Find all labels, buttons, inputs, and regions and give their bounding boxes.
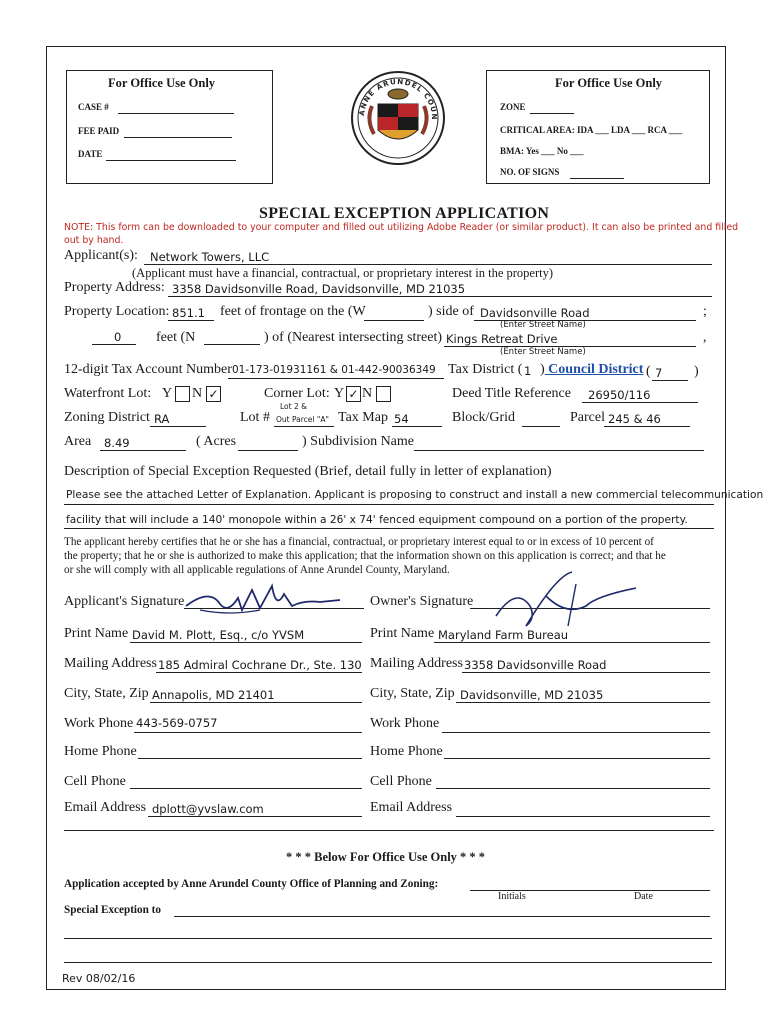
- signs-label: NO. OF SIGNS: [500, 167, 560, 177]
- property-address-line: [168, 296, 712, 297]
- form-note-line1: NOTE: This form can be downloaded to your computer and filled out utilizing Adobe Reader (or similar product). It can also be printed and filled: [64, 222, 739, 233]
- acres-label: ( Acres: [196, 434, 237, 449]
- block-grid-line[interactable]: [522, 426, 560, 427]
- applicant-signature-label: Applicant's Signature: [64, 594, 185, 609]
- date-bottom-label: Date: [634, 891, 653, 902]
- corner-n-label: N: [362, 386, 373, 401]
- enter-street-hint-1: (Enter Street Name): [500, 320, 586, 330]
- tax-map-value[interactable]: 54: [394, 412, 409, 426]
- council-close: ): [694, 364, 699, 379]
- frontage-value[interactable]: 851.1: [172, 306, 205, 320]
- council-district-value[interactable]: 7: [655, 366, 663, 380]
- date-label: DATE: [78, 149, 103, 159]
- critical-area-label: CRITICAL AREA: IDA ___ LDA ___ RCA ___: [500, 125, 683, 135]
- deed-reference-line: [582, 402, 698, 403]
- applicant-work-phone-label: Work Phone: [64, 716, 134, 731]
- applicant-city-label: City, State, Zip: [64, 686, 149, 701]
- parcel-label: Parcel: [570, 410, 605, 425]
- county-seal-icon: [348, 64, 448, 164]
- property-address-label: Property Address:: [64, 280, 165, 295]
- frontage-line: [168, 320, 214, 321]
- bma-label: BMA: Yes ___ No ___: [500, 146, 584, 156]
- waterfront-no-checkbox[interactable]: ✓: [206, 386, 221, 402]
- zone-field[interactable]: [530, 113, 574, 114]
- applicant-mailing-label: Mailing Address: [64, 656, 157, 671]
- owner-cell-phone-label: Cell Phone: [370, 774, 432, 789]
- fee-paid-field[interactable]: [124, 137, 232, 138]
- description-rule1: [64, 504, 714, 505]
- direction-line-2: [204, 344, 260, 345]
- frontage-text: feet of frontage on the (W: [220, 304, 366, 319]
- revision-label: Rev 08/02/16: [62, 972, 136, 985]
- applicant-city-line: [150, 702, 362, 703]
- owner-signature-scribble: [476, 566, 646, 636]
- owner-mailing-label: Mailing Address: [370, 656, 463, 671]
- tax-map-line: [392, 426, 442, 427]
- certify-line2: the property; that he or she is authorized to make this application; that the information shown on this application is correct; and that he: [64, 550, 666, 562]
- owner-print-name-line: [434, 642, 710, 643]
- certify-line3: or she will comply with all applicable regulations of Anne Arundel County, Maryland.: [64, 564, 450, 576]
- intersecting-value[interactable]: Kings Retreat Drive: [446, 332, 558, 346]
- applicant-print-name-value[interactable]: David M. Plott, Esq., c/o YVSM: [132, 628, 305, 642]
- council-paren: (: [646, 364, 651, 379]
- date-field[interactable]: [106, 160, 236, 161]
- parcel-line: [604, 426, 690, 427]
- corner-y-label: Y: [334, 386, 345, 401]
- office-use-left-title: For Office Use Only: [108, 76, 216, 90]
- signs-field[interactable]: [570, 178, 624, 179]
- description-label: Description of Special Exception Requested (Brief, detail fully in letter of explanation): [64, 464, 552, 479]
- owner-print-name-label: Print Name: [370, 626, 435, 641]
- blank-line-2[interactable]: [64, 962, 712, 963]
- corner-yes-checkbox[interactable]: ✓: [346, 386, 361, 402]
- council-district-label: ) Council District: [540, 362, 644, 377]
- waterfront-n-label: N: [192, 386, 203, 401]
- applicant-home-phone-line[interactable]: [138, 758, 362, 759]
- feet-line: [92, 344, 136, 345]
- property-address-value[interactable]: 3358 Davidsonville Road, Davidsonville, MD 21035: [172, 282, 466, 296]
- owner-mailing-value[interactable]: 3358 Davidsonville Road: [464, 658, 607, 672]
- waterfront-yes-checkbox[interactable]: [175, 386, 190, 402]
- side-street-value[interactable]: Davidsonville Road: [480, 306, 590, 320]
- lot-label: Lot #: [240, 410, 270, 425]
- applicant-email-label: Email Address: [64, 800, 147, 815]
- form-title: SPECIAL EXCEPTION APPLICATION: [259, 205, 550, 222]
- accepted-label: Application accepted by Anne Arundel County Office of Planning and Zoning:: [64, 878, 439, 890]
- applicant-note: (Applicant must have a financial, contractual, or proprietary interest in the property): [132, 266, 554, 280]
- owner-city-line: [456, 702, 710, 703]
- tax-account-value[interactable]: 01-173-01931161 & 01-442-90036349: [232, 364, 436, 376]
- seal-text: ANNE ARUNDEL COUN: [357, 77, 439, 121]
- applicant-work-phone-value[interactable]: 443-569-0757: [136, 716, 218, 730]
- subdivision-line[interactable]: [414, 450, 704, 451]
- owner-signature-label: Owner's Signature: [370, 594, 474, 609]
- blank-line-1[interactable]: [64, 938, 712, 939]
- deed-reference-value[interactable]: 26950/116: [588, 388, 651, 402]
- zone-label: ZONE: [500, 102, 526, 112]
- owner-home-phone-label: Home Phone: [370, 744, 443, 759]
- comma: ,: [703, 330, 707, 345]
- lot-small-note: Lot 2 &: [280, 402, 307, 411]
- area-unit-line: [238, 450, 298, 451]
- applicants-value[interactable]: Network Towers, LLC: [150, 250, 270, 264]
- fee-paid-label: FEE PAID: [78, 126, 120, 136]
- office-use-right-title: For Office Use Only: [555, 76, 663, 90]
- applicants-line: [144, 264, 712, 265]
- block-grid-label: Block/Grid: [452, 410, 515, 425]
- area-label: Area: [64, 434, 92, 449]
- parcel-value[interactable]: 245 & 46: [608, 412, 661, 426]
- tax-account-line: [228, 378, 444, 379]
- council-line: [652, 380, 688, 381]
- waterfront-label: Waterfront Lot:: [64, 386, 152, 401]
- applicants-label: Applicant(s):: [64, 248, 138, 263]
- zoning-line: [150, 426, 206, 427]
- initials-label: Initials: [498, 891, 526, 902]
- owner-work-phone-label: Work Phone: [370, 716, 440, 731]
- office-divider: [64, 830, 714, 831]
- owner-mailing-line: [462, 672, 710, 673]
- description-rule2: [64, 528, 714, 529]
- applicant-email-line: [148, 816, 362, 817]
- applicant-home-phone-label: Home Phone: [64, 744, 137, 759]
- owner-cell-phone-line[interactable]: [436, 788, 710, 789]
- description-line2[interactable]: facility that will include a 140' monopole within a 26' x 74' fenced equipment compound on a portion of the property.: [66, 514, 688, 526]
- direction-line-1: [364, 320, 424, 321]
- enter-street-hint-2: (Enter Street Name): [500, 347, 586, 357]
- applicant-work-phone-line: [134, 732, 362, 733]
- applicant-cell-phone-line[interactable]: [130, 788, 362, 789]
- tax-map-label: Tax Map: [338, 410, 388, 425]
- applicant-mailing-value[interactable]: 185 Admiral Cochrane Dr., Ste. 130: [158, 658, 362, 672]
- property-location-label: Property Location:: [64, 304, 170, 319]
- applicant-mailing-line: [156, 672, 362, 673]
- lot-line: [274, 426, 334, 427]
- semicolon: ;: [703, 304, 707, 319]
- intersecting-label: ) of (Nearest intersecting street): [264, 330, 443, 345]
- corner-no-checkbox[interactable]: [376, 386, 391, 402]
- owner-work-phone-line[interactable]: [442, 732, 710, 733]
- certify-line1: The applicant hereby certifies that he or she has a financial, contractual, or proprietary interest equal to or in excess of 10 percent of: [64, 536, 654, 548]
- description-line1[interactable]: Please see the attached Letter of Explanation. Applicant is proposing to construct and install a new commercial telecommunication: [66, 489, 764, 501]
- area-line: [100, 450, 186, 451]
- zoning-district-value[interactable]: RA: [154, 412, 170, 426]
- applicant-email-value[interactable]: dplott@yvslaw.com: [152, 802, 264, 816]
- applicant-print-name-label: Print Name: [64, 626, 129, 641]
- case-label: CASE #: [78, 102, 109, 112]
- special-exception-to-label: Special Exception to: [64, 904, 161, 916]
- zoning-district-label: Zoning District: [64, 410, 150, 425]
- below-office-use-header: * * * Below For Office Use Only * * *: [286, 850, 486, 864]
- owner-city-value[interactable]: Davidsonville, MD 21035: [460, 688, 604, 702]
- tax-account-label: 12-digit Tax Account Number: [64, 362, 232, 377]
- deed-reference-label: Deed Title Reference: [452, 386, 571, 401]
- corner-lot-label: Corner Lot:: [264, 386, 330, 401]
- owner-print-name-value[interactable]: Maryland Farm Bureau: [438, 628, 569, 642]
- owner-email-label: Email Address: [370, 800, 453, 815]
- applicant-city-value[interactable]: Annapolis, MD 21401: [152, 688, 275, 702]
- case-field[interactable]: [118, 113, 234, 114]
- waterfront-y-label: Y: [162, 386, 173, 401]
- special-exception-to-line[interactable]: [174, 916, 710, 917]
- applicant-cell-phone-label: Cell Phone: [64, 774, 126, 789]
- form-note-line2: out by hand.: [64, 235, 124, 246]
- subdivision-label: ) Subdivision Name: [302, 434, 414, 449]
- area-value[interactable]: 8.49: [104, 436, 130, 450]
- lot-value[interactable]: Out Parcel "A": [276, 415, 329, 424]
- side-of-label: ) side of: [428, 304, 474, 319]
- owner-email-line[interactable]: [456, 816, 710, 817]
- owner-city-label: City, State, Zip: [370, 686, 455, 701]
- applicant-print-name-line: [130, 642, 362, 643]
- applicant-signature-scribble: [180, 580, 350, 620]
- tax-district-label: Tax District (: [448, 362, 523, 377]
- tax-district-value[interactable]: 1: [524, 364, 532, 378]
- feet-value[interactable]: 0: [114, 330, 122, 344]
- feet-text: feet (N: [156, 330, 196, 345]
- owner-home-phone-line[interactable]: [444, 758, 710, 759]
